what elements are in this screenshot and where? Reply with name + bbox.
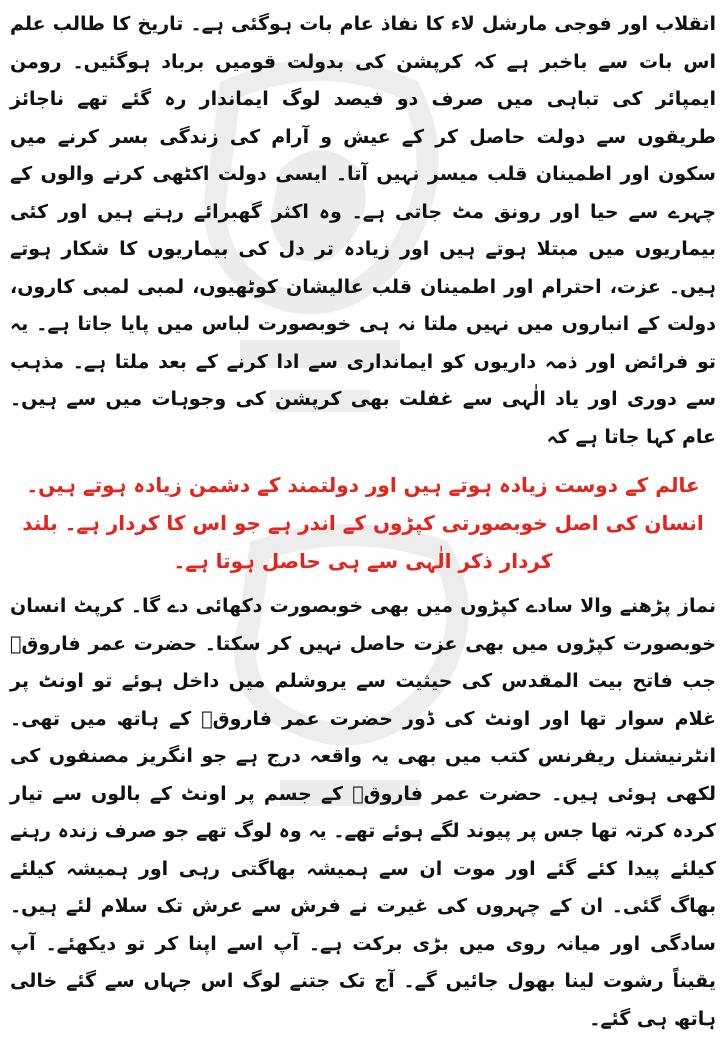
paragraph-second: نماز پڑھنے والا سادے کپڑوں میں بھی خوبصورت دکھائی دے گا۔ کرپٹ انسان خوبصورت کپڑوں میں بھی عزت حاصل نہیں کر سکتا۔ حضرت عمر فاروقؓ جب فاتح بیت المقدس کی حیثیت سے یروشلم میں داخل ہوئے تو اونٹ پر غلام سوار تھا اور اونٹ کی ڈور حضرت عمر فاروقؓ کے ہاتھ میں تھی۔ انٹرنیشنل ریفرنس کتب میں بھی یہ واقعہ درج ہے جو انگریز مصنفوں کی لکھی ہوئی ہیں۔ حضرت عمر فاروقؓ کے جسم پر اونٹ کے بالوں سے تیار کردہ کرتہ تھا جس پر پیوند لگے ہوئے تھے۔ یہ وہ لوگ تھے جو صرف زندہ رہنے کیلئے پیدا کئے گئے اور موت ان سے ہمیشہ بھاگتی رہی اور ہمیشہ کیلئے بھاگ گئی۔ ان کے چہروں کی غیرت نے فرش سے عرش تک سلام لئے ہیں۔ سادگی اور میانہ روی میں بڑی برکت ہے۔ آپ اسے اپنا کر تو دیکھئے۔ آپ یقیناً رشوت لینا بھول جائیں گے۔ آج تک جتنے لوگ اس جہاں سے گئے خالی ہاتھ ہی گئے۔ xyxy=(10,595,716,1030)
highlighted-quote: عالم کے دوست زیادہ ہوتے ہیں اور دولتمند کے دشمن زیادہ ہوتے ہیں۔ انسان کی اصل خوبصورتی کپڑوں کے اندر ہے جو اس کا کردار ہے۔ بلند کردار ذکر الٰہی سے ہی حاصل ہوتا ہے۔ xyxy=(22,473,704,573)
paragraph-first: انقلاب اور فوجی مارشل لاء کا نفاذ عام بات ہوگئی ہے۔ تاریخ کا طالب علم اس بات سے باخبر ہے کہ کرپشن کی بدولت قومیں برباد ہوگئیں۔ رومن ایمپائر کی تباہی میں صرف دو فیصد لوگ ایماندار رہ گئے تھے ناجائز طریقوں سے دولت حاصل کر کے عیش و آرام کی زندگی بسر کرنے میں سکون اور اطمینان قلب میسر نہیں آتا۔ ایسی دولت اکٹھی کرنے والوں کے چہرے سے حیا اور رونق مٹ جاتی ہے۔ وہ اکثر گھبرائے رہتے ہیں اور کئی بیماریوں میں مبتلا ہوتے ہیں اور زیادہ تر دل کی بیماریوں کا شکار ہوتے ہیں۔ عزت، احترام اور اطمینان قلب عالیشان کوٹھیوں، لمبی لمبی کاروں، دولت کے انباروں میں نہیں ملتا نہ ہی خوبصورت لباس میں پایا جاتا ہے۔ یہ تو فرائض اور ذمہ داریوں کو ایمانداری سے ادا کرنے کے بعد ملتا ہے۔ مذہب سے دوری اور یاد الٰہی سے غفلت بھی کرپشن کی وجوہات میں سے ہیں۔ عام کہا جاتا ہے کہ xyxy=(10,13,716,448)
article-body xyxy=(10,6,716,1038)
